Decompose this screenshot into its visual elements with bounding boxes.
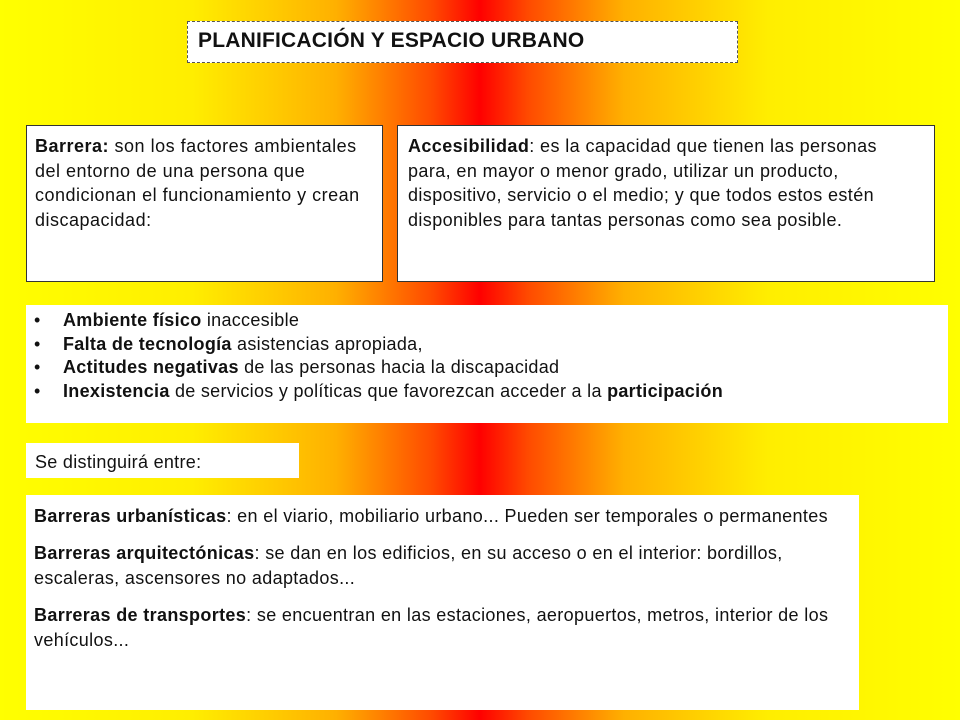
barrier-type-arquitectonicas — [34, 541, 851, 591]
list-item — [26, 380, 948, 404]
accesibilidad-term: Accesibilidad — [408, 136, 530, 156]
list-item — [26, 356, 948, 380]
barrera-definition: son los factores ambientales del entorno de una persona que condicionan el funcionamiento y crean discapacidad: — [35, 136, 360, 230]
barrier-type-urbanisticas — [34, 504, 851, 529]
list-item-text: asistencias apropiada, — [231, 333, 423, 354]
barrera-definition-box — [26, 125, 383, 282]
list-item-text: de servicios y políticas que favorezcan acceder a la — [169, 380, 608, 401]
barrier-types-box — [26, 495, 859, 710]
list-item — [26, 333, 948, 357]
list-item-bold-end: participación — [607, 380, 724, 401]
list-item-text: de las personas hacia la discapacidad — [238, 357, 560, 377]
barrier-type-text: : se dan en los edificios, en su acceso o en el interior: bordillos, escaleras, ascensores no adaptados... — [34, 543, 783, 588]
barrier-type-transportes — [34, 603, 851, 653]
bullet-icon: • — [34, 310, 41, 330]
slide-title: PLANIFICACIÓN Y ESPACIO URBANO — [187, 21, 738, 63]
distinguish-label: Se distinguirá entre: — [26, 443, 299, 478]
barrier-type-text: : en el viario, mobiliario urbano... Pueden ser temporales o permanentes — [226, 506, 828, 526]
list-item-bold: Ambiente físico — [63, 310, 202, 330]
bullet-icon: • — [34, 357, 41, 377]
bullet-icon: • — [34, 380, 41, 401]
list-item-bold: Falta de tecnología — [63, 333, 232, 354]
barrier-factors-list — [26, 305, 948, 423]
barrier-type-term: Barreras urbanísticas — [34, 506, 227, 526]
barrier-type-term: Barreras de transportes — [34, 605, 247, 625]
list-item-bold: Actitudes negativas — [63, 357, 239, 377]
list-item-text: inaccesible — [201, 310, 300, 330]
list-item — [26, 309, 948, 333]
bullet-icon: • — [34, 333, 41, 354]
list-item-bold: Inexistencia — [63, 380, 170, 401]
barrier-type-term: Barreras arquitectónicas — [34, 543, 255, 563]
barrera-term: Barrera: — [35, 136, 110, 156]
accesibilidad-definition-box — [397, 125, 935, 282]
barrier-type-text: : se encuentran en las estaciones, aeropuertos, metros, interior de los vehículos... — [34, 605, 829, 650]
accesibilidad-definition: : es la capacidad que tienen las personas para, en mayor o menor grado, utilizar un producto, dispositivo, servicio o el medio; y que todos estos estén disponibles para tantas personas como sea posible. — [408, 136, 877, 230]
